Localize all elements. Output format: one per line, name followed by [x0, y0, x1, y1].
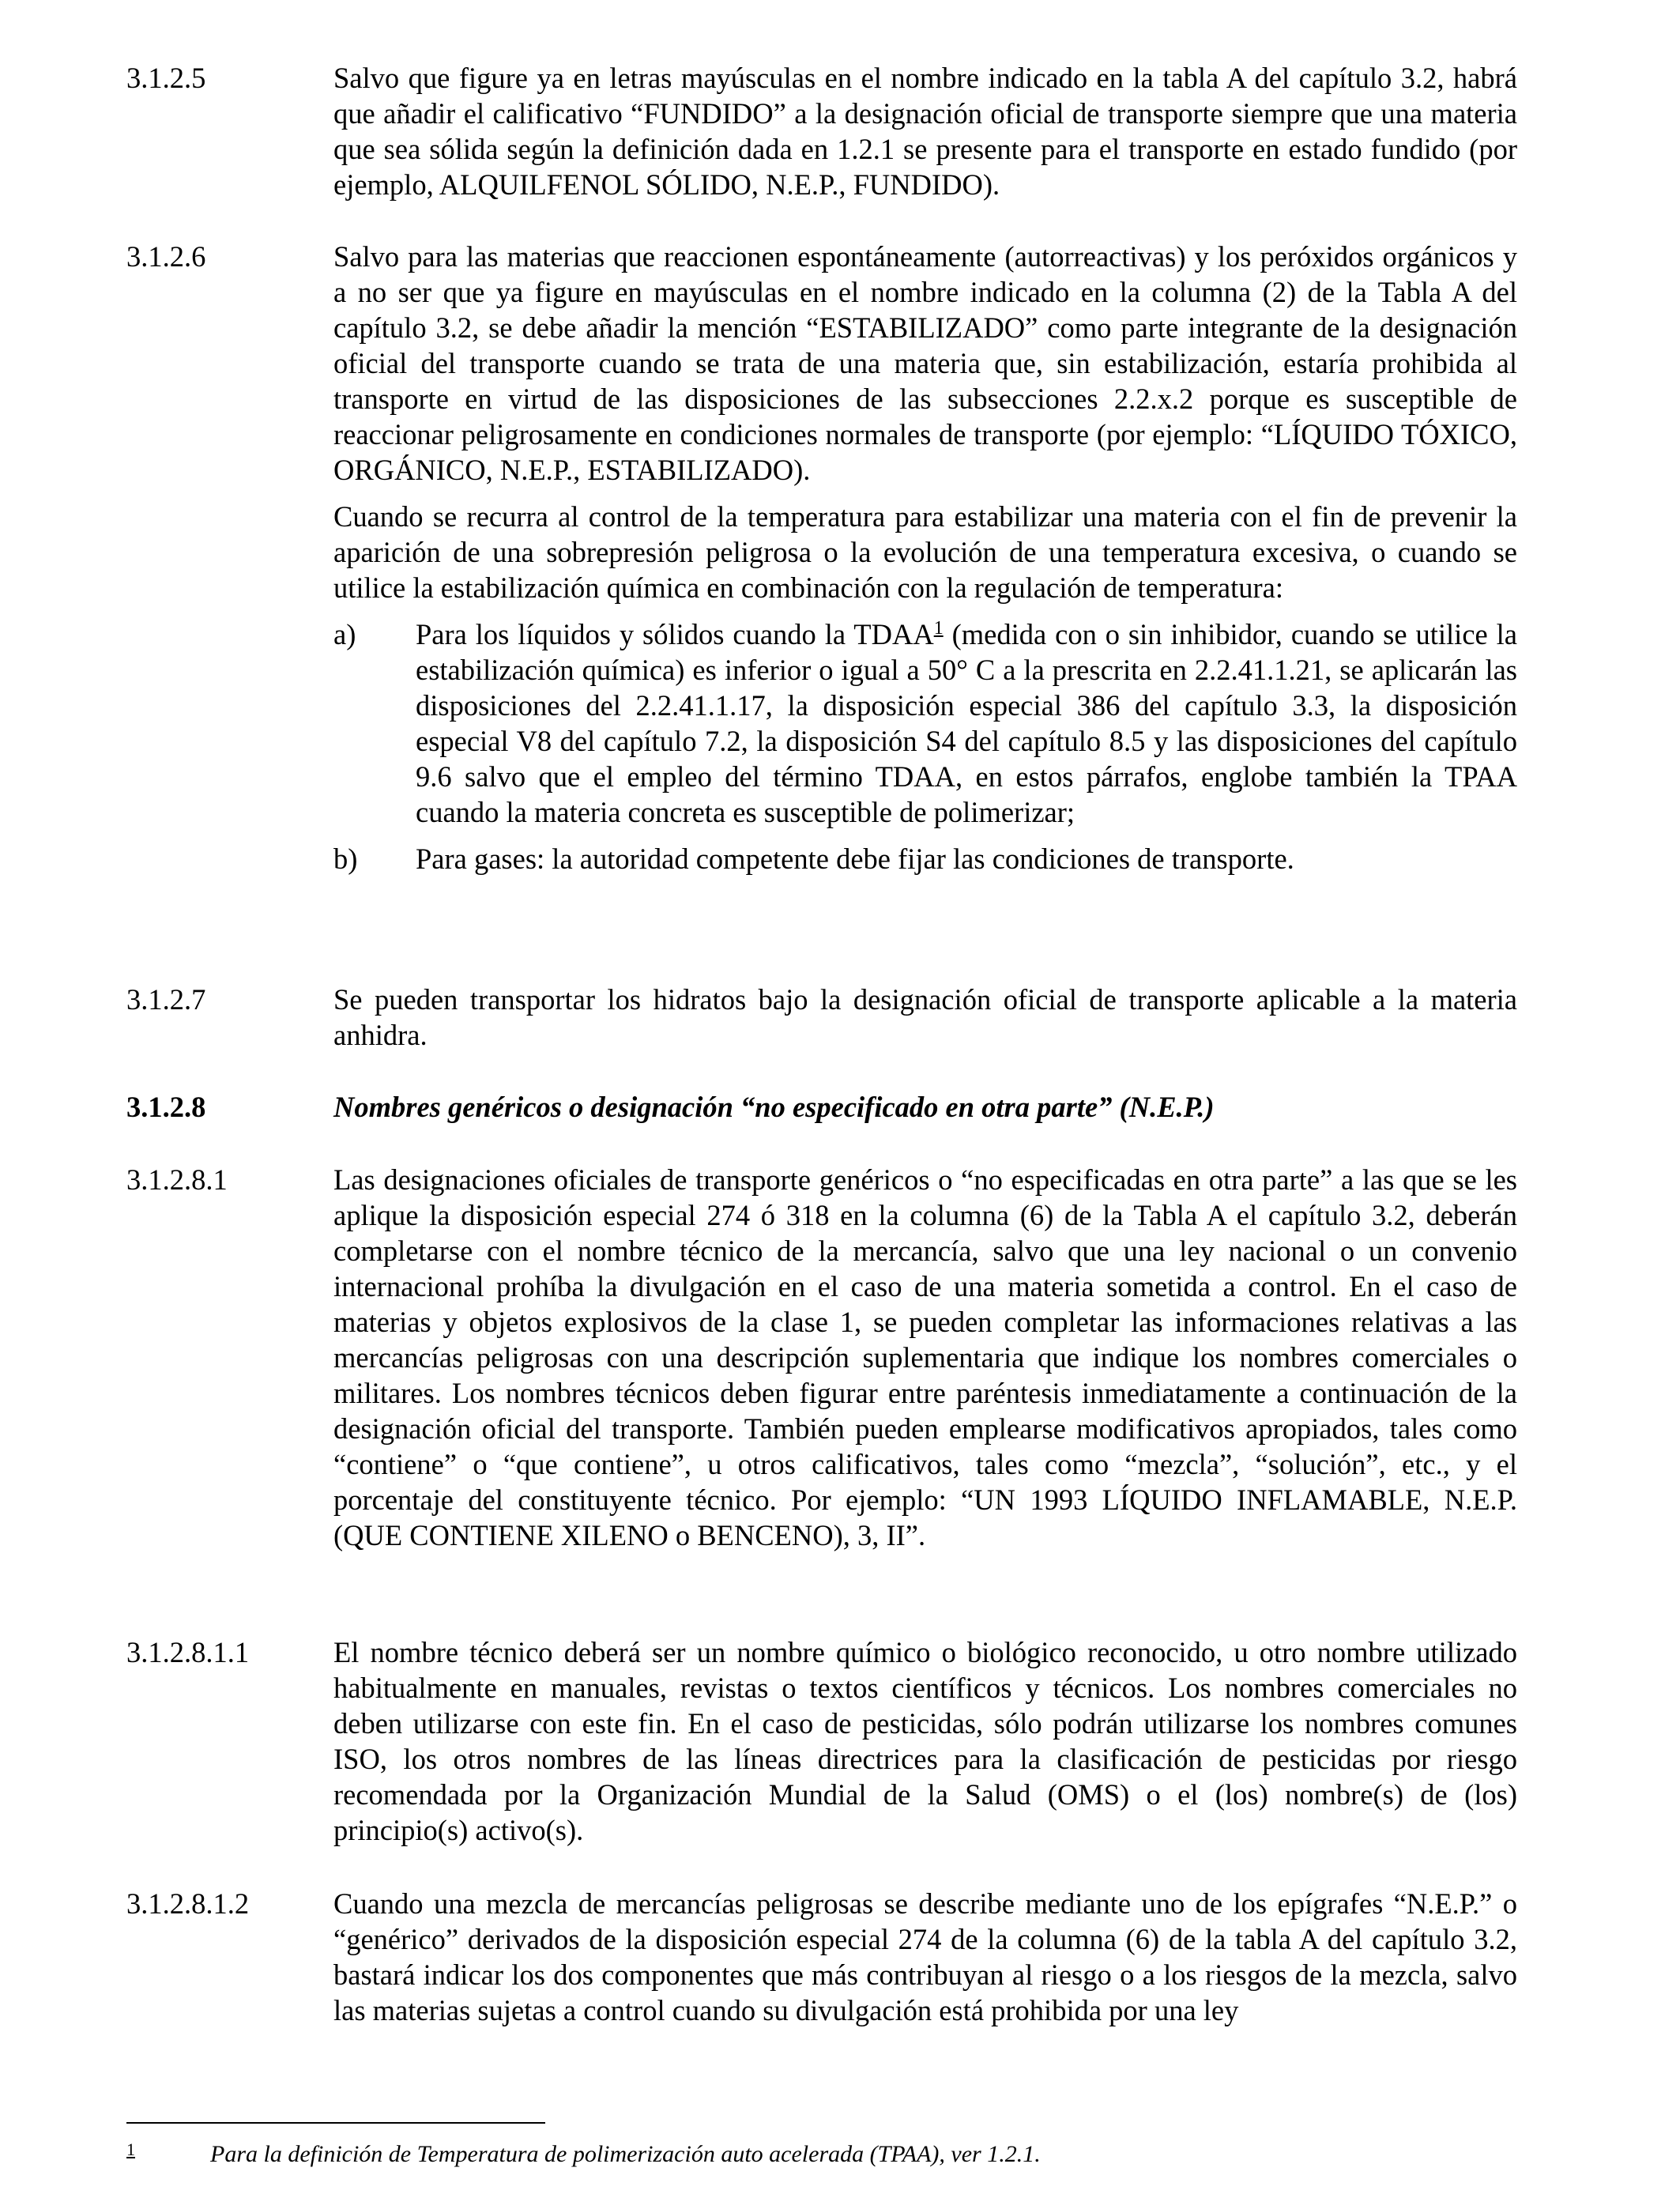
list-item-b [333, 841, 1517, 876]
list-item-text-after: (medida con o sin inhibidor, cuando se utilice la estabilización química) es inferior o igual a 50° C a la prescrita en 2.2.41.1.21, se aplicarán las disposiciones del 2.2.41.1.17, la disposición especial 386 del capítulo 3.3, la disposición especial V8 del capítulo 7.2, la disposición S4 del capítulo 8.5 y las disposiciones del capítulo 9.6 salvo que el empleo del término TDAA, en estos párrafos, englobe también la TPAA cuando la materia concreta es susceptible de polimerizar; [416, 618, 1517, 828]
list-item-label: a) [333, 618, 356, 650]
section-number: 3.1.2.7 [126, 983, 206, 1016]
section-number: 3.1.2.8.1.1 [126, 1636, 250, 1668]
section-title: Nombres genéricos o designación “no especificado en otra parte” (N.E.P.) [333, 1091, 1215, 1123]
section-number: 3.1.2.8.1 [126, 1163, 228, 1196]
footnote-separator [126, 2122, 545, 2124]
paragraph: Las designaciones oficiales de transporte genéricos o “no especificadas en otra parte” a las que se les aplique la disposición especial 274 ó 318 en la columna (6) de la Tabla A el capítulo 3.2, deberán completarse con el nombre técnico de la mercancía, salvo que una ley nacional o un convenio internacional prohíba la divulgación en el caso de una materia sometida a control. En el caso de materias y objetos explosivos de la clase 1, se pueden completar las informaciones relativas a las mercancías peligrosas con una descripción suplementaria que indique los nombres comerciales o militares. Los nombres técnicos deben figurar entre paréntesis inmediatamente a continuación de la designación oficial del transporte. También pueden emplearse modificativos apropiados, tales como “contiene” o “que contiene”, u otros calificativos, tales como “mezcla”, “solución”, etc., y el porcentaje del constituyente técnico. Por ejemplo: “UN 1993 LÍQUIDO INFLAMABLE, N.E.P. (QUE CONTIENE XILENO o BENCENO), 3, II”. [333, 1163, 1517, 1551]
section-3-1-2-7 [126, 982, 1517, 1053]
paragraph: Salvo para las materias que reaccionen espontáneamente (autorreactivas) y los peróxidos orgánicos y a no ser que ya figure en mayúsculas en el nombre indicado en la columna (2) de la Tabla A del capítulo 3.2, se debe añadir la mención “ESTABILIZADO” como parte integrante de la designación oficial del transporte cuando se trata de una materia que, sin estabilización, estaría prohibida al transporte en virtud de las disposiciones de las subsecciones 2.2.x.2 porque es susceptible de reaccionar peligrosamente en condiciones normales de transporte (por ejemplo: “LÍQUIDO TÓXICO, ORGÁNICO, N.E.P., ESTABILIZADO). [333, 240, 1517, 486]
paragraph: Salvo que figure ya en letras mayúsculas en el nombre indicado en la tabla A del capítulo 3.2, habrá que añadir el calificativo “FUNDIDO” a la designación oficial de transporte siempre que una materia que sea sólida según la definición dada en 1.2.1 se presente para el transporte en estado fundido (por ejemplo, ALQUILFENOL SÓLIDO, N.E.P., FUNDIDO). [333, 62, 1517, 201]
section-number: 3.1.2.5 [126, 62, 206, 94]
list-item-text [416, 616, 1517, 830]
section-3-1-2-8-1 [126, 1162, 1517, 1553]
list-item-label: b) [333, 843, 358, 875]
section-number: 3.1.2.6 [126, 240, 206, 273]
footnote [126, 2139, 1517, 2170]
list-item-text: Para gases: la autoridad competente debe fijar las condiciones de transporte. [416, 843, 1294, 875]
section-3-1-2-8-1-2 [126, 1886, 1517, 2028]
paragraph: Cuando se recurra al control de la temperatura para estabilizar una materia con el fin de prevenir la aparición de una sobrepresión peligrosa o la evolución de una temperatura excesiva, o cuando se utilice la estabilización química en combinación con la regulación de temperatura: [333, 500, 1517, 604]
paragraph: Cuando una mezcla de mercancías peligrosas se describe mediante uno de los epígrafes “N.E.P.” o “genérico” derivados de la disposición especial 274 de la columna (6) de la tabla A del capítulo 3.2, bastará indicar los dos componentes que más contribuyan al riesgo o a los riesgos de la mezcla, salvo las materias sujetas a control cuando su divulgación está prohibida por una ley [333, 1887, 1517, 2026]
section-3-1-2-8-1-1 [126, 1634, 1517, 1848]
section-body [333, 1634, 1517, 1848]
footnote-text: Para la definición de Temperatura de polimerización auto acelerada (TPAA), ver 1.2.1. [210, 2141, 1041, 2167]
list-item-text-before: Para los líquidos y sólidos cuando la TDAA [416, 618, 934, 650]
section-3-1-2-8-heading [126, 1089, 1517, 1125]
section-body [333, 239, 1517, 876]
paragraph: Se pueden transportar los hidratos bajo la designación oficial de transporte aplicable a la materia anhidra. [333, 983, 1517, 1051]
footnote-reference[interactable]: 1 [933, 617, 944, 639]
section-3-1-2-5 [126, 60, 1517, 202]
section-number: 3.1.2.8.1.2 [126, 1887, 250, 1920]
section-number: 3.1.2.8 [126, 1091, 206, 1123]
paragraph: El nombre técnico deberá ser un nombre químico o biológico reconocido, u otro nombre utilizado habitualmente en manuales, revistas o textos científicos y técnicos. Los nombres comerciales no deben utilizarse con este fin. En el caso de pesticidas, sólo podrán utilizarse los nombres comunes ISO, los otros nombres de las líneas directrices para la clasificación de pesticidas por riesgo recomendada por la Organización Mundial de la Salud (OMS) o el (los) nombre(s) de (los) principio(s) activo(s). [333, 1636, 1517, 1846]
section-body [333, 982, 1517, 1053]
section-body [333, 1886, 1517, 2028]
footnote-mark: 1 [126, 2139, 135, 2159]
section-body [333, 60, 1517, 202]
section-body [333, 1162, 1517, 1553]
list-item-a [333, 616, 1517, 830]
section-3-1-2-6 [126, 239, 1517, 876]
